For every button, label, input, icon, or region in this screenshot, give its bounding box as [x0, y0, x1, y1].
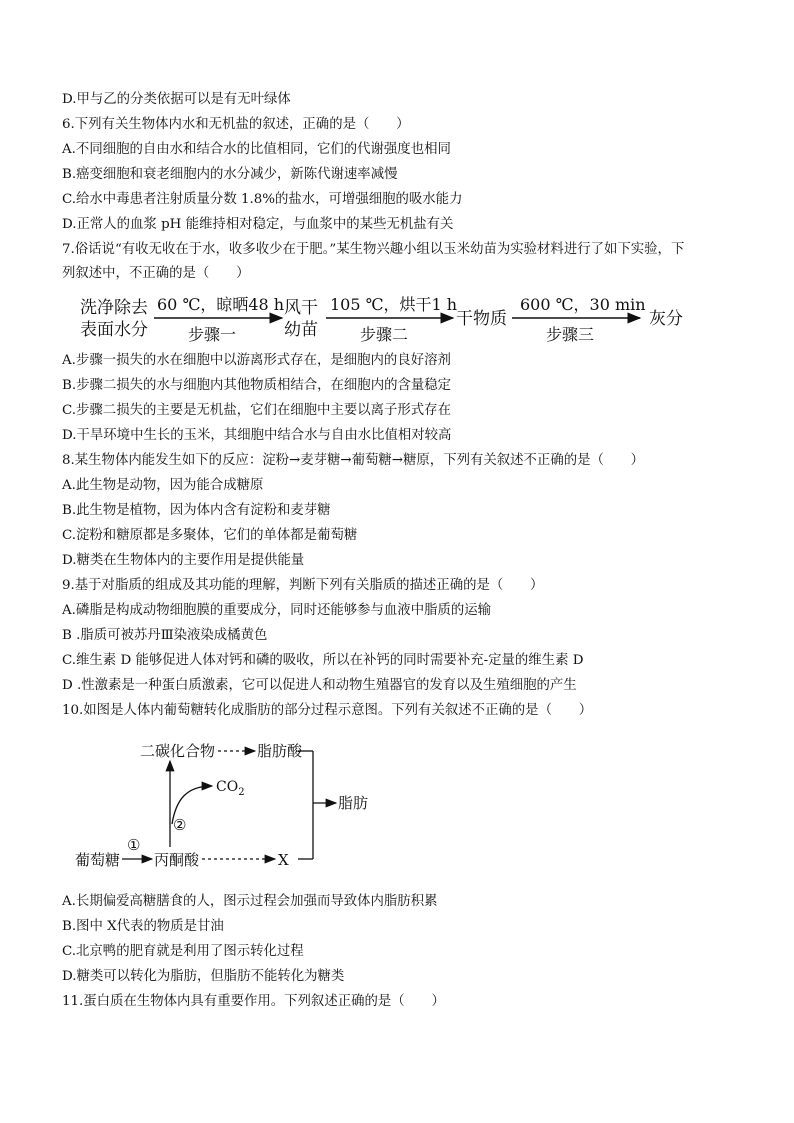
q7-option-d: D.干旱环境中生长的玉米，其细胞中结合水与自由水比值相对较高: [62, 428, 452, 443]
q10-option-d: D.糖类可以转化为脂肪，但脂肪不能转化为糖类: [62, 969, 345, 984]
step3-label: 步骤三: [546, 325, 595, 344]
step-2-marker: ②: [173, 816, 187, 834]
co2-label: [216, 779, 245, 798]
question-7-stem-line1: 7.俗话说“有收无收在于水，收多收少在于肥。”某生物兴趣小组以玉米幼苗为实验材料进行了如下实验，下: [62, 242, 685, 257]
question-8-stem: 8.某生物体内能发生如下的反应：淀粉→麦芽糖→葡萄糖→糖原，下列有关叙述不正确的是（ ）: [62, 453, 645, 468]
q8-option-d: D.糖类在生物体内的主要作用是提供能量: [62, 553, 305, 568]
q8-option-b: B.此生物是植物，因为体内含有淀粉和麦芽糖: [62, 503, 331, 518]
q7-option-c: C.步骤二损失的主要是无机盐，它们在细胞中主要以离子形式存在: [62, 403, 451, 418]
pyruvate-label: 丙酮酸: [154, 851, 200, 869]
q9-option-c: C.维生素 D 能够促进人体对钙和磷的吸收，所以在补钙的同时需要补充-定量的维生素 D: [62, 653, 584, 668]
question-6-stem: 6.下列有关生物体内水和无机盐的叙述，正确的是（ ）: [62, 117, 410, 132]
q9-option-a: A.磷脂是构成动物细胞膜的重要成分，同时还能够参与血液中脂质的运输: [62, 603, 492, 618]
q6-option-c: C.给水中毒患者注射质量分数 1.8%的盐水，可增强细胞的吸水能力: [62, 192, 463, 207]
q10-option-a: A.长期偏爱高糖膳食的人，图示过程会加强而导致体内脂肪积累: [62, 894, 438, 909]
q9-option-d: D .性激素是一种蛋白质激素，它可以促进人和动物生殖器官的发育以及生殖细胞的产生: [62, 678, 577, 693]
start-text-line2: 表面水分: [80, 320, 148, 340]
fatty-acid-label: 脂肪酸: [257, 742, 303, 760]
co2-subscript: 2: [238, 787, 245, 798]
q8-option-a: A.此生物是动物，因为能合成糖原: [62, 478, 264, 493]
mid1-text-line1: 风干: [284, 298, 318, 318]
question-11-stem: 11.蛋白质在生物体内具有重要作用。下列叙述正确的是（ ）: [62, 994, 445, 1009]
step3-condition: 600 ℃，30 min: [520, 295, 646, 314]
co2-text: CO: [216, 779, 239, 795]
experiment-flowchart: [60, 286, 700, 348]
mid1-text-line2: 幼苗: [284, 320, 318, 340]
glucose-label: 葡萄糖: [75, 851, 121, 869]
question-10-stem: 10.如图是人体内葡萄糖转化成脂肪的部分过程示意图。下列有关叙述不正确的是（ ）: [62, 703, 593, 718]
step-1-marker: ①: [127, 836, 141, 854]
glucose-to-fat-diagram: [60, 728, 400, 878]
x-label: X: [278, 851, 289, 869]
q6-option-b: B.癌变细胞和衰老细胞内的水分减少，新陈代谢速率减慢: [62, 167, 398, 182]
q7-option-b: B.步骤二损失的水与细胞内其他物质相结合，在细胞内的含量稳定: [62, 378, 452, 393]
mid2-text: 干物质: [456, 309, 507, 329]
two-carbon-compound-label: 二碳化合物: [140, 742, 216, 760]
step2-label: 步骤二: [360, 325, 409, 344]
q9-option-b: B .脂质可被苏丹Ⅲ染液染成橘黄色: [62, 628, 268, 643]
q8-option-c: C.淀粉和糖原都是多聚体，它们的单体都是葡萄糖: [62, 528, 358, 543]
step1-label: 步骤一: [188, 325, 237, 344]
question-7-stem-line2: 列叙述中，不正确的是（ ）: [62, 266, 250, 281]
option-d: D.甲与乙的分类依据可以是有无叶绿体: [62, 92, 291, 107]
q10-option-b: B.图中 X代表的物质是甘油: [62, 919, 224, 934]
q6-option-a: A.不同细胞的自由水和结合水的比值相同，它们的代谢强度也相同: [62, 142, 451, 157]
question-9-stem: 9.基于对脂质的组成及其功能的理解，判断下列有关脂质的描述正确的是（ ）: [62, 578, 544, 593]
q10-option-c: C.北京鸭的肥育就是利用了图示转化过程: [62, 944, 304, 959]
end-text: 灰分: [649, 309, 683, 329]
q7-option-a: A.步骤一损失的水在细胞中以游离形式存在，是细胞内的良好溶剂: [62, 353, 451, 368]
start-text-line1: 洗净除去: [80, 298, 148, 318]
q6-option-d: D.正常人的血浆 pH 能维持相对稳定，与血浆中的某些无机盐有关: [62, 217, 454, 232]
fat-label: 脂肪: [338, 794, 369, 812]
step2-condition: 105 ℃，烘干1 h: [330, 295, 458, 314]
step1-condition: 60 ℃，晾晒48 h: [157, 295, 285, 314]
